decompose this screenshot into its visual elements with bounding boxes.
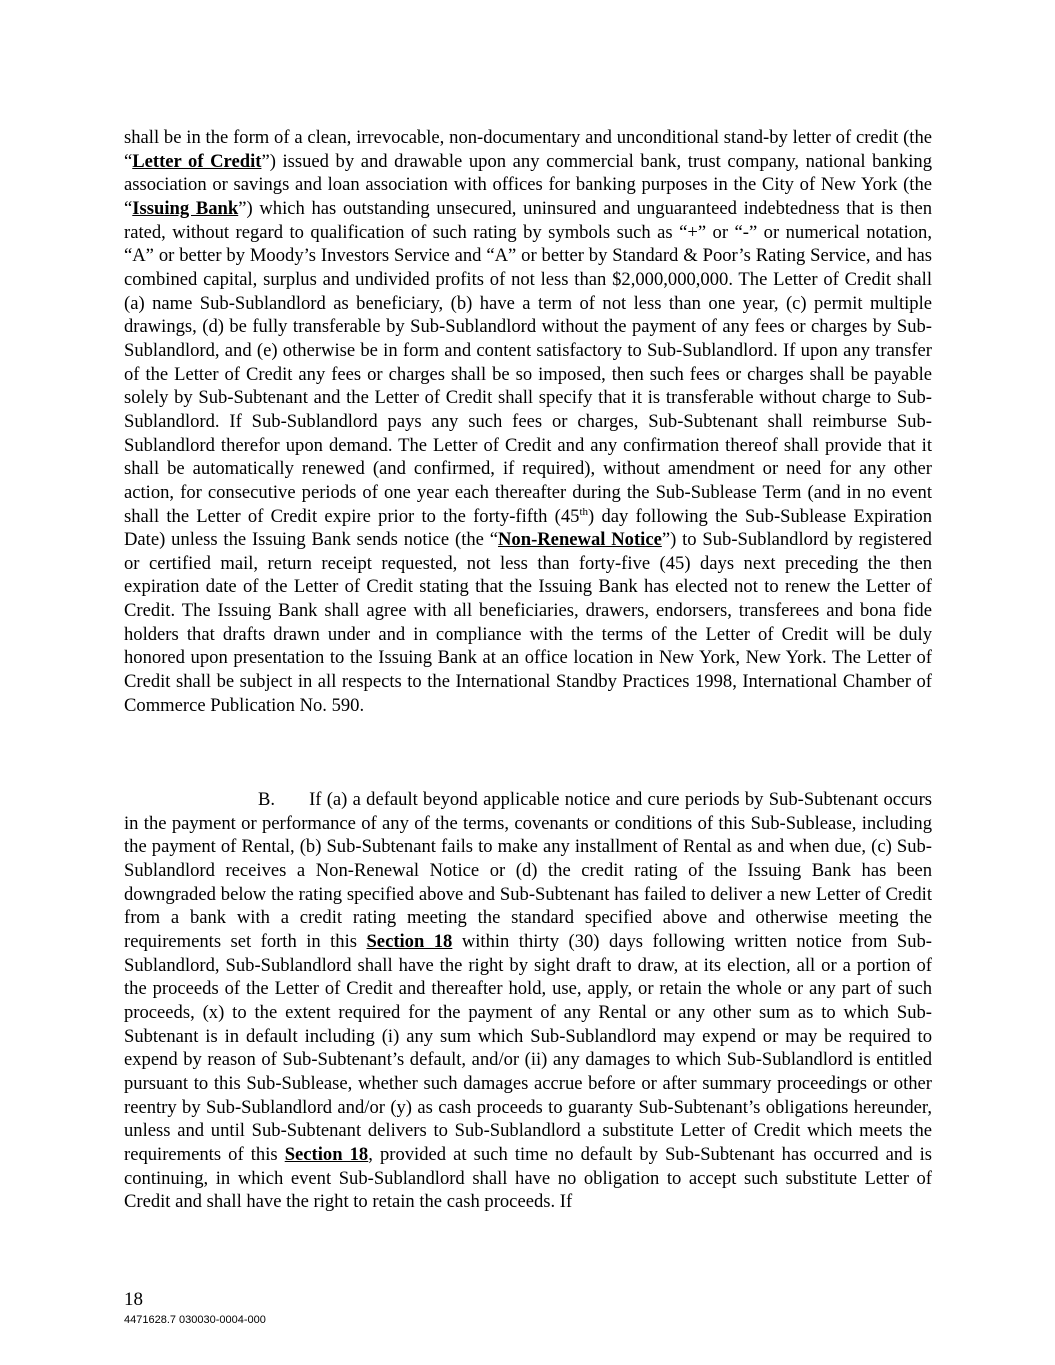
text-segment: ) day following the Sub-Sublease Expiration Date) unless the Issuing Bank sends notice (the “ bbox=[124, 505, 932, 551]
defined-term-letter-of-credit: Letter of Credit bbox=[132, 150, 262, 172]
text-segment: shall be in the form of a clean, irrevocable, non-documentary and unconditional stand-by letter of credit (the “ bbox=[124, 127, 932, 172]
section-reference: Section 18 bbox=[366, 930, 453, 952]
document-id: 4471628.7 030030-0004-000 bbox=[124, 1314, 266, 1326]
paragraph-b-draw-rights bbox=[124, 788, 932, 1214]
text-segment: If (a) a default beyond applicable notice and cure periods by Sub-Subtenant occurs in the payment or performance of any of the terms, covenants or conditions of this Sub-Sublease, including the payment of Rental, (b) Sub-Subtenant fails to make any installment of Rental as and when due, (c) Sub-Sublandlord receives a Non-Renewal Notice or (d) the credit rating of the Issuing Bank has been downgraded below the rating specified above and Sub-Subtenant has failed to deliver a new Letter of Credit from a bank with a credit rating meeting the standard specified above and otherwise meeting the requirements set forth in this bbox=[124, 789, 932, 952]
defined-term-issuing-bank: Issuing Bank bbox=[132, 197, 239, 219]
text-segment: , provided at such time no default by Sub-Subtenant has occurred and is continuing, in which event Sub-Sublandlord shall have no obligation to accept such substitute Letter of Credit and shall have the right to retain the cash proceeds. If bbox=[124, 1143, 932, 1213]
text-segment: within thirty (30) days following written notice from Sub-Sublandlord, Sub-Sublandlord shall have the right by sight draft to draw, at its election, all or a portion of the proceeds of the Letter of Credit and thereafter hold, use, apply, or retain the whole or any part of such proceeds, (x) to the extent required for the payment of any Rental or any other sum as to which Sub-Subtenant is in default including (i) any sum which Sub-Sublandlord may expend or may be required to expend by reason of Sub-Subtenant’s default, and/or (ii) any damages to which Sub-Sublandlord is entitled pursuant to this Sub-Sublease, whether such damages accrue before or after summary proceedings or other reentry by Sub-Sublandlord and/or (y) as cash proceeds to guaranty Sub-Subtenant’s obligations hereunder, unless and until Sub-Subtenant delivers to Sub-Sublandlord a substitute Letter of Credit which meets the requirements of this bbox=[124, 930, 932, 1165]
text-segment: ”) to Sub-Sublandlord by registered or certified mail, return receipt requested, not less than forty-five (45) days next preceding the then expiration date of the Letter of Credit stating that the Issuing Bank has elected not to renew the Letter of Credit. The Issuing Bank shall agree with all beneficiaries, drawers, endorsers, transferees and bona fide holders that drafts drawn under and in compliance with the terms of the Letter of Credit will be duly honored upon presentation to the Issuing Bank at an office location in New York, New York. The Letter of Credit shall be subject in all respects to the International Standby Practices 1998, International Chamber of Commerce Publication No. 590. bbox=[124, 529, 932, 716]
section-reference: Section 18 bbox=[284, 1143, 369, 1165]
paragraph-label: B. bbox=[258, 789, 276, 810]
defined-term-non-renewal-notice: Non-Renewal Notice bbox=[498, 529, 662, 551]
paragraph-letter-of-credit-terms bbox=[124, 126, 932, 717]
ordinal-superscript: th bbox=[579, 505, 589, 518]
text-segment: ”) issued by and drawable upon any commercial bank, trust company, national banking association or savings and loan association with offices for banking purposes in the City of New York (the “ bbox=[124, 150, 932, 219]
page-number: 18 bbox=[124, 1289, 143, 1310]
text-segment: ”) which has outstanding unsecured, uninsured and unguaranteed indebtedness that is then rated, without regard to qualification of such rating by symbols such as “+” or “-” or numerical notation, “A” or better by Moody’s Investors Service and “A” or better by Standard & Poor’s Rating Service, and has combined capital, surplus and undivided profits of not less than $2,000,000,000. The Letter of Credit shall (a) name Sub-Sublandlord as beneficiary, (b) have a term of not less than one year, (c) permit multiple drawings, (d) be fully transferable by Sub-Sublandlord without the payment of any fees or charges by Sub-Sublandlord, and (e) otherwise be in form and content satisfactory to Sub-Sublandlord. If upon any transfer of the Letter of Credit any fees or charges shall be so imposed, then such fees or charges shall be payable solely by Sub-Subtenant and the Letter of Credit shall specify that it is transferable without charge to Sub-Sublandlord. If Sub-Sublandlord pays any such fees or charges, Sub-Subtenant shall reimburse Sub-Sublandlord therefor upon demand. The Letter of Credit and any confirmation thereof shall provide that it shall be automatically renewed (and confirmed, if required), without amendment or need for any other action, for consecutive periods of one year each thereafter during the Sub-Sublease Term (and in no event shall the Letter of Credit expire prior to the forty-fifth (45 bbox=[124, 197, 932, 527]
